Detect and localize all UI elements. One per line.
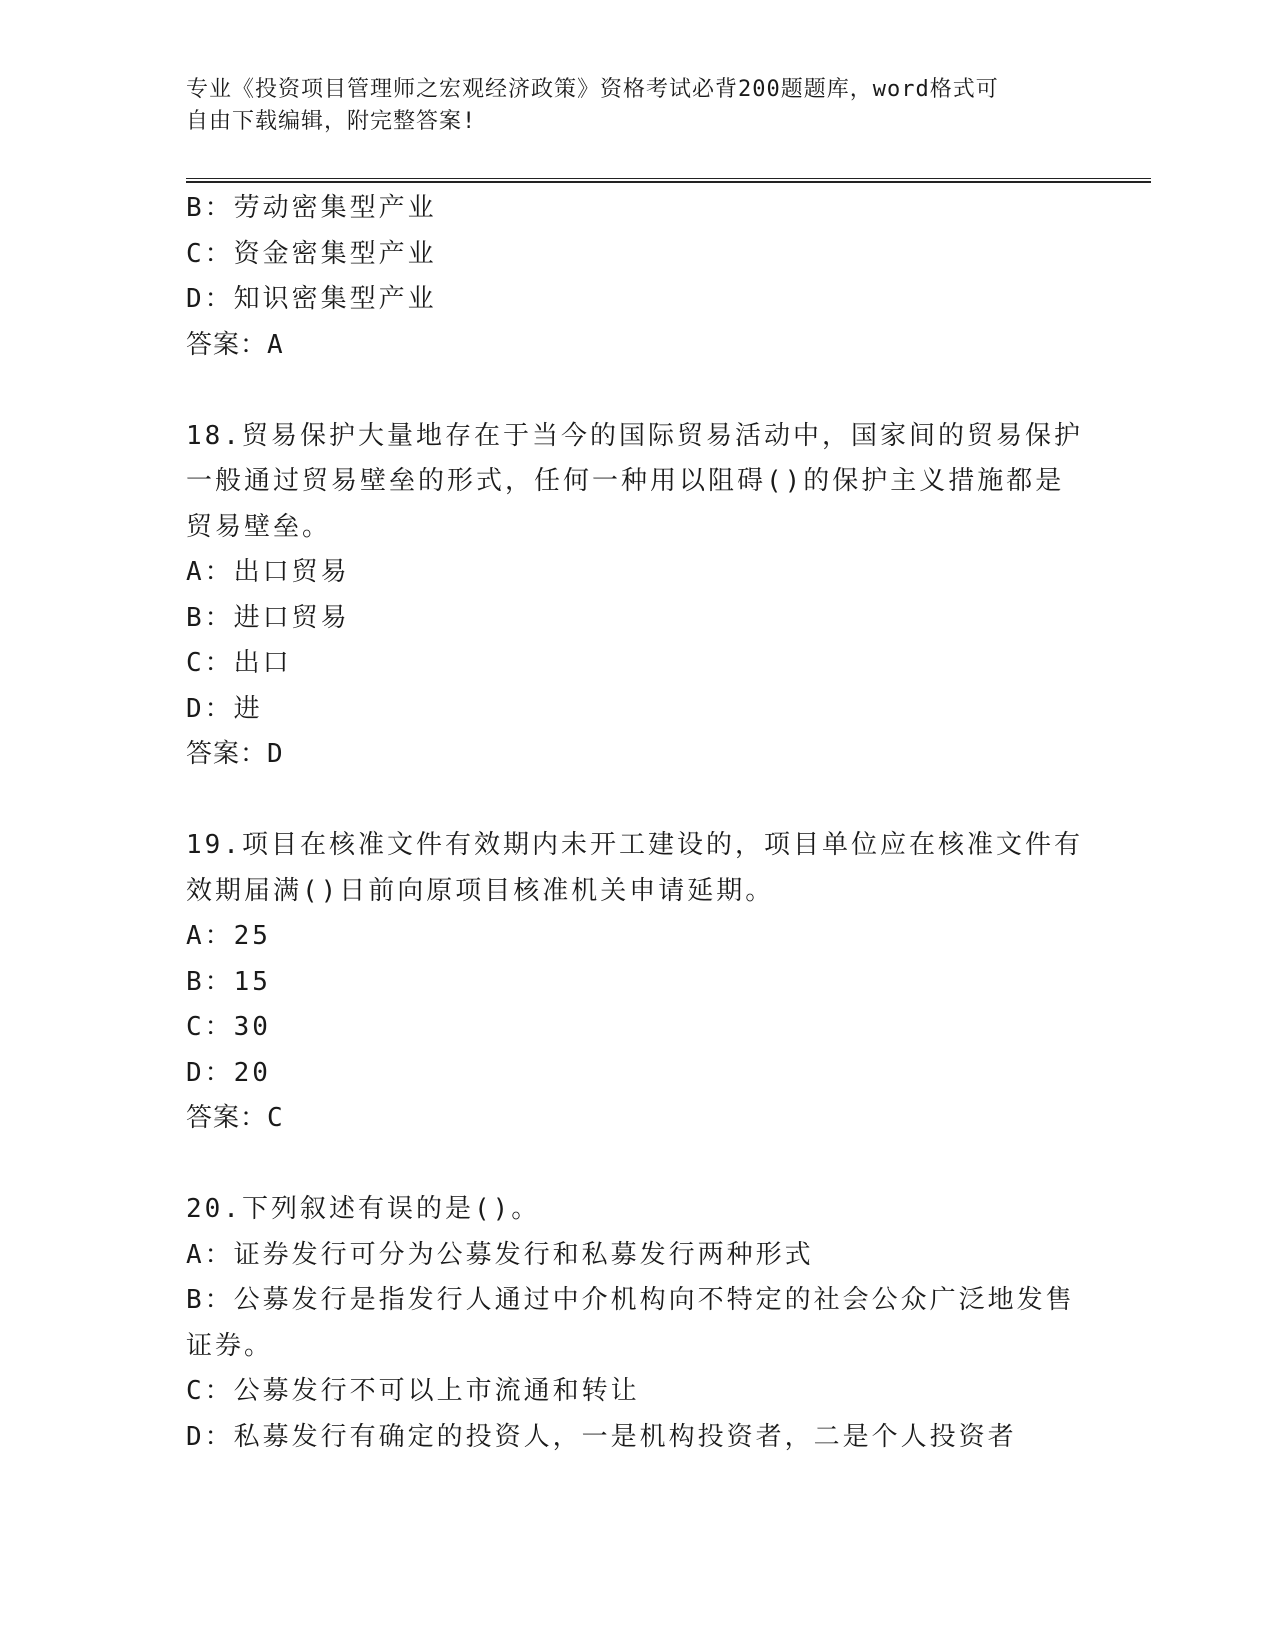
- option-a: A：25: [186, 921, 271, 951]
- question-17-tail: [186, 186, 1086, 368]
- option-d: D：私募发行有确定的投资人，一是机构投资者，二是个人投资者: [186, 1421, 1017, 1452]
- question-stem: 一般通过贸易壁垒的形式，任何一种用以阻碍()的保护主义措施都是: [186, 466, 1065, 496]
- page-header: [186, 74, 1066, 138]
- option-c: C：30: [186, 1012, 271, 1042]
- answer-line: 答案：A: [186, 329, 284, 360]
- question-stem: 效期届满()日前向原项目核准机关申请延期。: [186, 875, 775, 906]
- header-rule: [186, 178, 1151, 183]
- question-19: [186, 823, 1086, 1142]
- question-stem: 贸易壁垒。: [186, 511, 332, 542]
- option-c: C：出口: [186, 648, 292, 678]
- option-a: A：出口贸易: [186, 557, 350, 587]
- option-b-continued: 证券。: [186, 1330, 274, 1361]
- option-b: B：劳动密集型产业: [186, 193, 437, 223]
- question-18: [186, 414, 1086, 778]
- question-20: [186, 1187, 1086, 1460]
- spacer: [186, 368, 1086, 414]
- spacer: [186, 1142, 1086, 1188]
- header-line: 专业《投资项目管理师之宏观经济政策》资格考试必背200题题库，word格式可: [186, 77, 999, 102]
- header-line: 自由下载编辑，附完整答案!: [186, 109, 477, 134]
- question-stem: 19.项目在核准文件有效期内未开工建设的，项目单位应在核准文件有: [186, 830, 1083, 860]
- option-b: B：公募发行是指发行人通过中介机构向不特定的社会公众广泛地发售: [186, 1285, 1075, 1315]
- question-stem: 20.下列叙述有误的是()。: [186, 1194, 541, 1224]
- question-stem: 18.贸易保护大量地存在于当今的国际贸易活动中，国家间的贸易保护: [186, 420, 1083, 451]
- option-a: A：证券发行可分为公募发行和私募发行两种形式: [186, 1239, 814, 1270]
- spacer: [186, 778, 1086, 824]
- option-d: D：20: [186, 1057, 271, 1088]
- option-c: C：资金密集型产业: [186, 238, 437, 269]
- question-content: [186, 186, 1086, 1460]
- option-c: C：公募发行不可以上市流通和转让: [186, 1376, 640, 1406]
- option-d: D：进: [186, 693, 263, 724]
- answer-line: 答案：C: [186, 1103, 284, 1133]
- option-b: B：15: [186, 966, 271, 997]
- option-d: D：知识密集型产业: [186, 284, 437, 314]
- answer-line: 答案：D: [186, 739, 284, 769]
- option-b: B：进口贸易: [186, 602, 350, 633]
